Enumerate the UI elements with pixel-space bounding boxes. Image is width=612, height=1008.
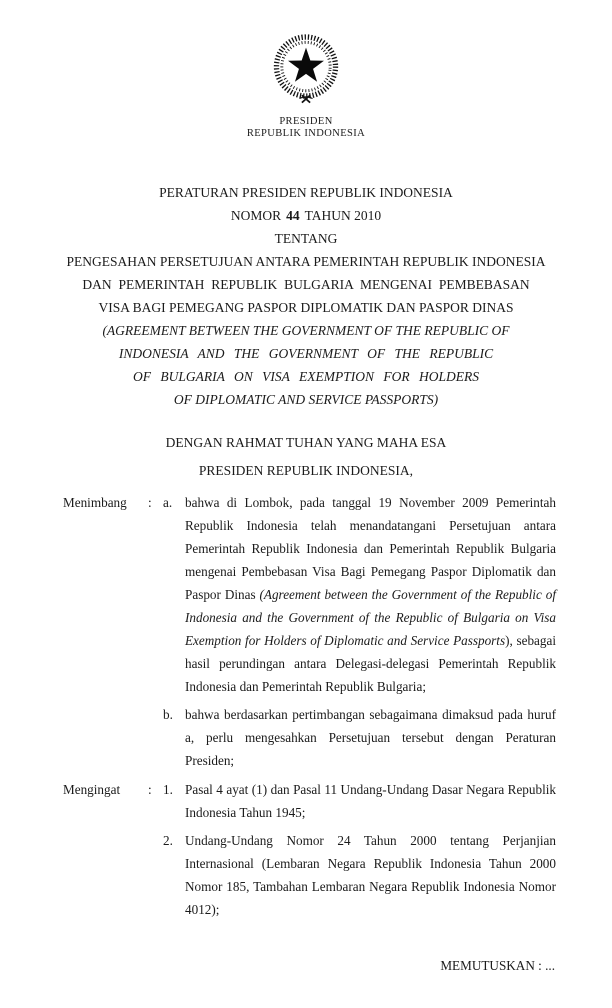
item-marker-a: a. xyxy=(163,495,173,510)
menimbang-item-a xyxy=(63,491,556,698)
subject-line-3: VISA BAGI PEMEGANG PASPOR DIPLOMATIK DAN PASPOR DINAS xyxy=(98,300,514,315)
item-marker-1: 1. xyxy=(163,782,173,797)
item-text-1: Pasal 4 ayat (1) dan Pasal 11 Undang-Undang Dasar Negara Republik Indonesia Tahun 1945; xyxy=(185,782,556,820)
item-text-2: Undang-Undang Nomor 24 Tahun 2000 tentang Perjanjian Internasional (Lembaran Negara Republik Indonesia Tahun 2000 Nomor 185, Tambahan Lembaran Negara Republik Indonesia Nomor 4012); xyxy=(185,833,556,917)
presidential-star-wreath-emblem-icon xyxy=(265,27,347,111)
mengingat-item-2 xyxy=(63,829,556,921)
item-a-text-after: ), sebagai hasil perundingan antara Delegasi-delegasi Pemerintah Republik Indonesia dan Pemerintah Republik Bulgaria; xyxy=(185,633,557,694)
menimbang-item-b xyxy=(63,703,556,772)
regulation-title-line: PERATURAN PRESIDEN REPUBLIK INDONESIA xyxy=(159,185,453,200)
item-text-b: bahwa berdasarkan pertimbangan sebagaimana dimaksud pada huruf a, perlu mengesahkan Persetujuan tersebut dengan Peraturan Presiden; xyxy=(185,707,556,768)
subject-line-2: DAN PEMERINTAH REPUBLIK BULGARIA MENGENAI PEMBEBASAN xyxy=(82,277,530,292)
mengingat-label: Mengingat xyxy=(63,782,121,797)
mengingat-item-1 xyxy=(63,778,556,824)
menimbang-colon: : xyxy=(148,495,152,510)
subject-line-1: PENGESAHAN PERSETUJUAN ANTARA PEMERINTAH REPUBLIK INDONESIA xyxy=(66,254,546,269)
nomor-number: 44 xyxy=(286,208,300,223)
nomor-suffix: TAHUN 2010 xyxy=(304,208,382,223)
considerations-block xyxy=(63,491,556,921)
letterhead xyxy=(0,0,612,140)
org-name-line1: PRESIDEN xyxy=(279,116,333,127)
subject-en-line-3: OF BULGARIA ON VISA EXEMPTION FOR HOLDERS xyxy=(133,369,479,384)
item-marker-b: b. xyxy=(163,707,173,722)
subject-en-line-2: INDONESIA AND THE GOVERNMENT OF THE REPUBLIC xyxy=(118,346,494,361)
subject-en-line-4: OF DIPLOMATIC AND SERVICE PASSPORTS) xyxy=(173,392,439,407)
subject-en-line-1: (AGREEMENT BETWEEN THE GOVERNMENT OF THE REPUBLIC OF xyxy=(102,323,510,338)
item-marker-2: 2. xyxy=(163,833,173,848)
issuer-line: PRESIDEN REPUBLIK INDONESIA, xyxy=(198,463,414,478)
menimbang-label: Menimbang xyxy=(63,495,127,510)
mengingat-colon: : xyxy=(148,782,152,797)
continuation-marker: MEMUTUSKAN : ... xyxy=(440,958,555,973)
item-a-text-before: bahwa di Lombok, pada tanggal 19 November 2009 Pemerintah Republik Indonesia telah menandatangani Persetujuan antara Pemerintah Republik Indonesia dan Pemerintah Republik Bulgaria mengenai Pembebasan Visa Bagi Pemegang Paspor Diplomatik dan Paspor Dinas xyxy=(185,495,556,602)
regulation-number-line xyxy=(0,204,612,227)
item-text-a xyxy=(185,491,556,698)
tentang-line: TENTANG xyxy=(274,231,338,246)
item-a-text-italic: (Agreement between the Government of the Republic of Indonesia and the Government of the Republic of Bulgaria on Visa Exemption for Holders of Diplomatic and Service Passports xyxy=(185,587,556,648)
regulation-title-block xyxy=(0,181,612,411)
org-name-line2: REPUBLIK INDONESIA xyxy=(246,128,366,139)
invocation-line: DENGAN RAHMAT TUHAN YANG MAHA ESA xyxy=(165,435,447,450)
nomor-prefix: NOMOR xyxy=(230,208,282,223)
